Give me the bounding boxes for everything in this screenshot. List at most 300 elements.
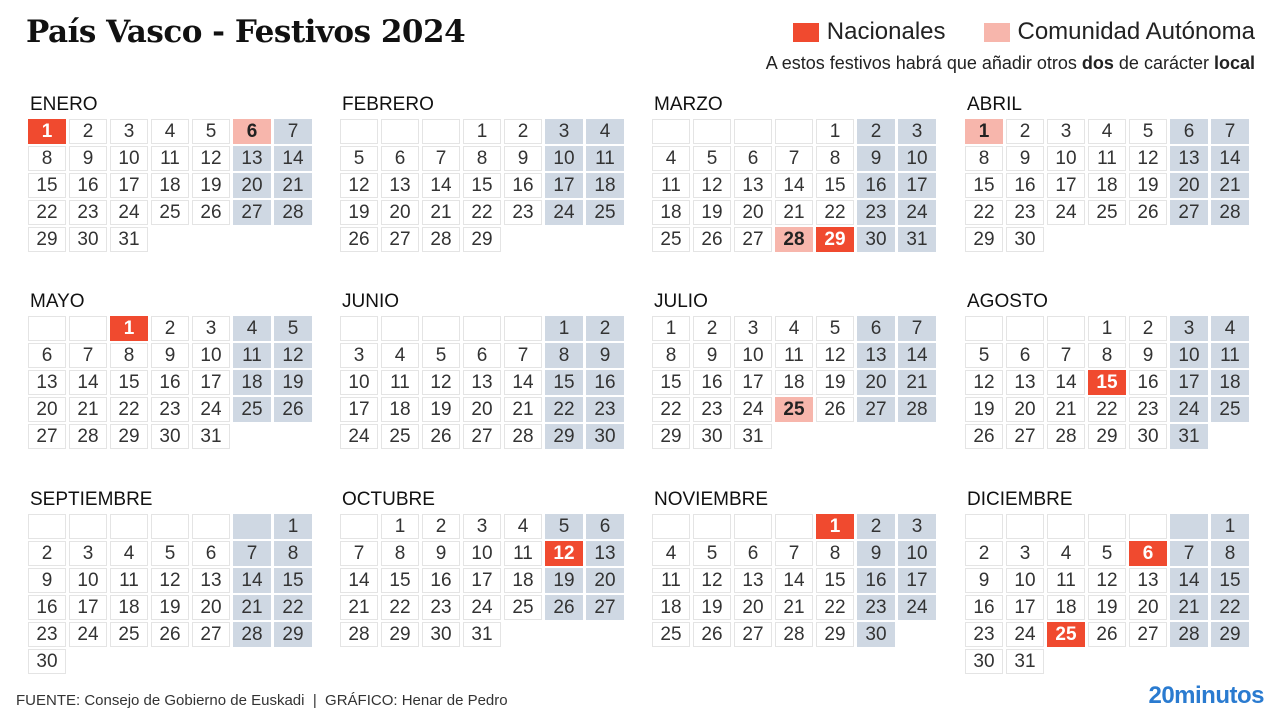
day-cell: 23 [1006,200,1044,225]
blank-cell [422,119,460,144]
day-cell: 26 [340,227,378,252]
subtitle-text-2: de carácter [1113,53,1214,73]
day-cell: 16 [965,595,1003,620]
day-cell: 12 [151,568,189,593]
day-cell: 29 [816,622,854,647]
day-cell: 15 [816,173,854,198]
day-cell: 21 [504,397,542,422]
day-cell: 24 [1006,622,1044,647]
day-cell: 3 [1047,119,1085,144]
blank-cell [69,316,107,341]
day-cell: 15 [463,173,501,198]
empty-cell [1170,649,1208,674]
blank-cell [192,514,230,539]
day-cell: 20 [463,397,501,422]
day-cell: 1 [110,316,148,341]
day-cell: 2 [504,119,542,144]
day-cell: 13 [857,343,895,368]
blank-cell [340,514,378,539]
blank-cell [775,119,813,144]
day-cell: 3 [734,316,772,341]
month-grid [340,119,630,252]
month-febrero [340,94,630,252]
day-cell: 1 [816,514,854,539]
day-cell: 5 [693,146,731,171]
day-cell: 23 [151,397,189,422]
day-cell: 30 [586,424,624,449]
day-cell: 11 [652,568,690,593]
day-cell: 8 [381,541,419,566]
day-cell: 27 [734,227,772,252]
empty-cell [1047,227,1085,252]
day-cell: 9 [965,568,1003,593]
day-cell: 26 [1088,622,1126,647]
day-cell: 18 [652,595,690,620]
day-cell: 8 [28,146,66,171]
day-cell: 19 [693,595,731,620]
day-cell: 5 [1129,119,1167,144]
day-cell: 2 [857,119,895,144]
day-cell: 1 [463,119,501,144]
month-name: ABRIL [967,94,1022,115]
empty-cell [504,227,542,252]
day-cell: 28 [69,424,107,449]
day-cell: 4 [775,316,813,341]
day-cell: 24 [110,200,148,225]
day-cell: 8 [1088,343,1126,368]
day-cell: 23 [586,397,624,422]
day-cell: 20 [1170,173,1208,198]
day-cell: 11 [586,146,624,171]
day-cell: 6 [233,119,271,144]
day-cell: 13 [28,370,66,395]
day-cell: 24 [69,622,107,647]
day-cell: 20 [586,568,624,593]
day-cell: 30 [1006,227,1044,252]
day-cell: 17 [463,568,501,593]
month-grid [652,514,942,647]
day-cell: 3 [110,119,148,144]
day-cell: 30 [1129,424,1167,449]
day-cell: 29 [652,424,690,449]
day-cell: 1 [965,119,1003,144]
day-cell: 12 [693,568,731,593]
day-cell: 8 [1211,541,1249,566]
day-cell: 27 [1006,424,1044,449]
month-grid [28,316,318,449]
day-cell: 18 [233,370,271,395]
day-cell: 28 [1047,424,1085,449]
day-cell: 4 [1088,119,1126,144]
day-cell: 10 [1170,343,1208,368]
day-cell: 17 [1170,370,1208,395]
day-cell: 31 [1006,649,1044,674]
day-cell: 23 [69,200,107,225]
day-cell: 2 [69,119,107,144]
day-cell: 17 [192,370,230,395]
day-cell: 27 [1129,622,1167,647]
day-cell: 11 [1211,343,1249,368]
day-cell: 18 [504,568,542,593]
blank-cell [28,514,66,539]
day-cell: 11 [233,343,271,368]
day-cell: 21 [233,595,271,620]
day-cell: 14 [775,173,813,198]
blank-cell [422,316,460,341]
month-septiembre [28,489,318,674]
day-cell: 31 [463,622,501,647]
day-cell: 2 [857,514,895,539]
day-cell: 23 [1129,397,1167,422]
day-cell: 10 [1006,568,1044,593]
source-credit: FUENTE: Consejo de Gobierno de Euskadi | GRÁFICO: Henar de Pedro [16,692,508,709]
legend-label-national: Nacionales [826,18,946,45]
day-cell: 31 [898,227,936,252]
day-cell: 7 [1047,343,1085,368]
day-cell: 8 [274,541,312,566]
day-cell: 16 [693,370,731,395]
day-cell: 14 [274,146,312,171]
day-cell: 12 [693,173,731,198]
day-cell: 12 [274,343,312,368]
day-cell: 23 [693,397,731,422]
day-cell: 17 [898,173,936,198]
day-cell: 23 [28,622,66,647]
day-cell: 15 [381,568,419,593]
blank-cell [381,316,419,341]
day-cell: 6 [463,343,501,368]
day-cell: 7 [898,316,936,341]
month-mayo [28,291,318,449]
legend-swatch-regional [984,23,1010,42]
blank-cell [69,514,107,539]
day-cell: 18 [110,595,148,620]
empty-cell [775,424,813,449]
day-cell: 18 [1047,595,1085,620]
day-cell: 9 [69,146,107,171]
day-cell: 12 [816,343,854,368]
day-cell: 23 [965,622,1003,647]
day-cell: 30 [69,227,107,252]
day-cell: 22 [463,200,501,225]
day-cell: 26 [422,424,460,449]
day-cell: 16 [857,568,895,593]
legend-item-national [793,18,946,46]
blank-cell [775,514,813,539]
day-cell: 17 [898,568,936,593]
day-cell: 18 [1088,173,1126,198]
day-cell: 18 [652,200,690,225]
day-cell: 29 [545,424,583,449]
day-cell: 3 [69,541,107,566]
day-cell: 6 [1006,343,1044,368]
day-cell: 10 [463,541,501,566]
day-cell: 29 [1211,622,1249,647]
day-cell: 4 [1211,316,1249,341]
day-cell: 25 [381,424,419,449]
day-cell: 6 [1170,119,1208,144]
day-cell: 2 [693,316,731,341]
month-name: NOVIEMBRE [654,489,769,510]
day-cell: 5 [816,316,854,341]
day-cell: 22 [545,397,583,422]
day-cell: 15 [652,370,690,395]
day-cell: 22 [652,397,690,422]
day-cell: 4 [233,316,271,341]
month-grid [965,514,1255,674]
day-cell: 11 [151,146,189,171]
day-cell: 19 [545,568,583,593]
empty-cell [816,424,854,449]
day-cell: 12 [192,146,230,171]
day-cell: 10 [192,343,230,368]
empty-cell [1129,649,1167,674]
day-cell: 6 [734,541,772,566]
day-cell: 10 [898,541,936,566]
day-cell: 2 [1129,316,1167,341]
empty-cell [1088,227,1126,252]
month-grid [28,119,318,252]
subtitle-bold-1: dos [1081,53,1114,73]
day-cell: 8 [816,541,854,566]
blank-cell [1006,316,1044,341]
day-cell: 14 [1170,568,1208,593]
day-cell: 20 [1006,397,1044,422]
day-cell: 13 [734,568,772,593]
day-cell: 19 [192,173,230,198]
day-cell: 17 [734,370,772,395]
day-cell: 16 [28,595,66,620]
day-cell: 3 [545,119,583,144]
day-cell: 27 [381,227,419,252]
month-octubre [340,489,630,647]
blank-cell [652,514,690,539]
month-name: JULIO [654,291,708,312]
day-cell: 16 [1006,173,1044,198]
day-cell: 13 [1170,146,1208,171]
empty-cell [192,227,230,252]
day-cell: 6 [1129,541,1167,566]
day-cell: 7 [233,541,271,566]
day-cell: 17 [545,173,583,198]
day-cell: 18 [775,370,813,395]
blank-cell [340,316,378,341]
day-cell: 5 [965,343,1003,368]
blank-cell [151,514,189,539]
day-cell: 17 [340,397,378,422]
day-cell: 17 [110,173,148,198]
day-cell: 5 [422,343,460,368]
day-cell: 27 [28,424,66,449]
empty-cell [274,649,312,674]
empty-cell [1211,227,1249,252]
day-cell: 4 [504,514,542,539]
day-cell: 20 [28,397,66,422]
empty-cell [233,227,271,252]
day-cell: 5 [693,541,731,566]
month-grid [340,316,630,449]
day-cell: 5 [340,146,378,171]
day-cell: 25 [151,200,189,225]
day-cell: 21 [340,595,378,620]
day-cell: 1 [545,316,583,341]
day-cell: 28 [233,622,271,647]
day-cell: 15 [110,370,148,395]
blank-cell [1047,316,1085,341]
month-agosto [965,291,1255,449]
day-cell: 21 [422,200,460,225]
day-cell: 14 [898,343,936,368]
day-cell: 14 [775,568,813,593]
day-cell: 7 [69,343,107,368]
day-cell: 21 [775,595,813,620]
day-cell: 28 [1211,200,1249,225]
day-cell: 19 [340,200,378,225]
month-name: SEPTIEMBRE [30,489,153,510]
day-cell: 9 [151,343,189,368]
day-cell: 13 [734,173,772,198]
day-cell: 22 [1211,595,1249,620]
day-cell: 1 [28,119,66,144]
day-cell: 4 [1047,541,1085,566]
day-cell: 17 [1006,595,1044,620]
empty-cell [898,622,936,647]
empty-cell [151,649,189,674]
day-cell: 27 [233,200,271,225]
day-cell: 13 [192,568,230,593]
day-cell: 25 [1047,622,1085,647]
day-cell: 16 [857,173,895,198]
day-cell: 8 [463,146,501,171]
day-cell: 16 [422,568,460,593]
day-cell: 12 [422,370,460,395]
day-cell: 29 [463,227,501,252]
day-cell: 28 [504,424,542,449]
day-cell: 18 [151,173,189,198]
day-cell: 5 [274,316,312,341]
day-cell: 27 [857,397,895,422]
month-grid [652,119,942,252]
empty-cell [151,227,189,252]
day-cell: 28 [1170,622,1208,647]
day-cell: 30 [151,424,189,449]
day-cell: 21 [898,370,936,395]
empty-cell [586,227,624,252]
day-cell: 24 [1047,200,1085,225]
day-cell: 22 [381,595,419,620]
day-cell: 3 [192,316,230,341]
day-cell: 2 [422,514,460,539]
month-name: ENERO [30,94,98,115]
day-cell: 11 [775,343,813,368]
empty-cell [545,622,583,647]
day-cell: 28 [274,200,312,225]
day-cell: 28 [340,622,378,647]
day-cell: 4 [652,541,690,566]
day-cell: 8 [965,146,1003,171]
empty-cell [233,649,271,674]
empty-cell [1170,227,1208,252]
day-cell: 7 [775,146,813,171]
day-cell: 25 [504,595,542,620]
day-cell: 30 [965,649,1003,674]
month-name: MAYO [30,291,85,312]
day-cell: 24 [898,200,936,225]
day-cell: 14 [422,173,460,198]
empty-cell [586,622,624,647]
day-cell: 20 [857,370,895,395]
day-cell: 15 [816,568,854,593]
day-cell: 11 [1047,568,1085,593]
day-cell: 6 [192,541,230,566]
day-cell: 29 [965,227,1003,252]
day-cell: 7 [504,343,542,368]
month-name: DICIEMBRE [967,489,1073,510]
day-cell: 23 [422,595,460,620]
blank-cell [504,316,542,341]
day-cell: 15 [28,173,66,198]
day-cell: 26 [965,424,1003,449]
day-cell: 15 [545,370,583,395]
blank-cell [340,119,378,144]
day-cell: 31 [734,424,772,449]
day-cell: 20 [1129,595,1167,620]
day-cell: 13 [381,173,419,198]
day-cell: 22 [274,595,312,620]
day-cell: 20 [381,200,419,225]
day-cell: 29 [381,622,419,647]
day-cell: 19 [693,200,731,225]
day-cell: 13 [586,541,624,566]
day-cell: 18 [1211,370,1249,395]
blank-cell [965,514,1003,539]
day-cell: 8 [652,343,690,368]
month-name: MARZO [654,94,723,115]
day-cell: 26 [274,397,312,422]
empty-cell [274,227,312,252]
day-cell: 9 [422,541,460,566]
day-cell: 26 [151,622,189,647]
day-cell: 26 [693,227,731,252]
day-cell: 9 [1006,146,1044,171]
day-cell: 8 [110,343,148,368]
day-cell: 29 [28,227,66,252]
day-cell: 8 [816,146,854,171]
day-cell: 7 [274,119,312,144]
empty-cell [192,649,230,674]
day-cell: 10 [734,343,772,368]
day-cell: 31 [192,424,230,449]
day-cell: 6 [28,343,66,368]
day-cell: 9 [586,343,624,368]
month-enero [28,94,318,252]
empty-cell [1047,649,1085,674]
day-cell: 8 [545,343,583,368]
legend-swatch-national [793,23,819,42]
day-cell: 21 [274,173,312,198]
day-cell: 1 [816,119,854,144]
blank-cell [652,119,690,144]
day-cell: 16 [1129,370,1167,395]
day-cell: 22 [965,200,1003,225]
blank-cell [1129,514,1167,539]
blank-cell [110,514,148,539]
day-cell: 26 [192,200,230,225]
empty-cell [233,424,271,449]
day-cell: 2 [151,316,189,341]
day-cell: 17 [1047,173,1085,198]
day-cell: 19 [1129,173,1167,198]
